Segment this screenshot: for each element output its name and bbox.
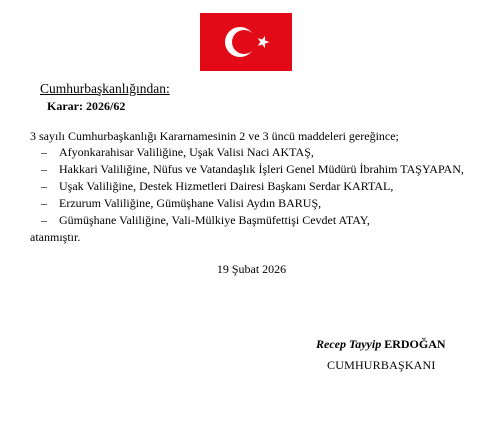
decree-number: Karar: 2026/62 [47,99,126,113]
list-item [41,212,464,229]
turkish-flag-icon [200,13,292,71]
decree-date: 19 Şubat 2026 [216,262,287,276]
signatory-name [316,337,446,352]
appointment-list [41,144,464,229]
appointment-text: Afyonkarahisar Valiliğine, Uşak Valisi Naci AKTAŞ, [59,145,314,159]
closing-text: atanmıştır. [30,230,81,244]
signatory-title: CUMHURBAŞKANI [327,358,436,372]
intro-paragraph: 3 sayılı Cumhurbaşkanlığı Kararnamesinin 2 ve 3 üncü maddeleri gereğince; [30,129,399,143]
issuer-heading: Cumhurbaşkanlığından: [40,81,170,96]
crescent-inner [232,30,256,54]
list-item [41,195,464,212]
appointment-text: Uşak Valiliğine, Destek Hizmetleri Dairesi Başkanı Serdar KARTAL, [59,179,394,193]
signatory-surname: ERDOĞAN [384,337,446,351]
signatory-given-name: Recep Tayyip [316,337,382,351]
appointment-text: Gümüşhane Valiliğine, Vali-Mülkiye Başmüfettişi Cevdet ATAY, [59,213,370,227]
list-item [41,144,464,161]
dash-bullet: – [41,179,47,193]
dash-bullet: – [41,162,47,176]
list-item [41,161,464,178]
dash-bullet: – [41,145,47,159]
dash-bullet: – [41,213,47,227]
appointment-text: Erzurum Valiliğine, Gümüşhane Valisi Aydın BARUŞ, [59,196,322,210]
list-item [41,178,464,195]
flag-graphic [200,13,292,71]
dash-bullet: – [41,196,47,210]
appointment-text: Hakkari Valiliğine, Nüfus ve Vatandaşlık İşleri Genel Müdürü İbrahim TAŞYAPAN, [59,162,464,176]
